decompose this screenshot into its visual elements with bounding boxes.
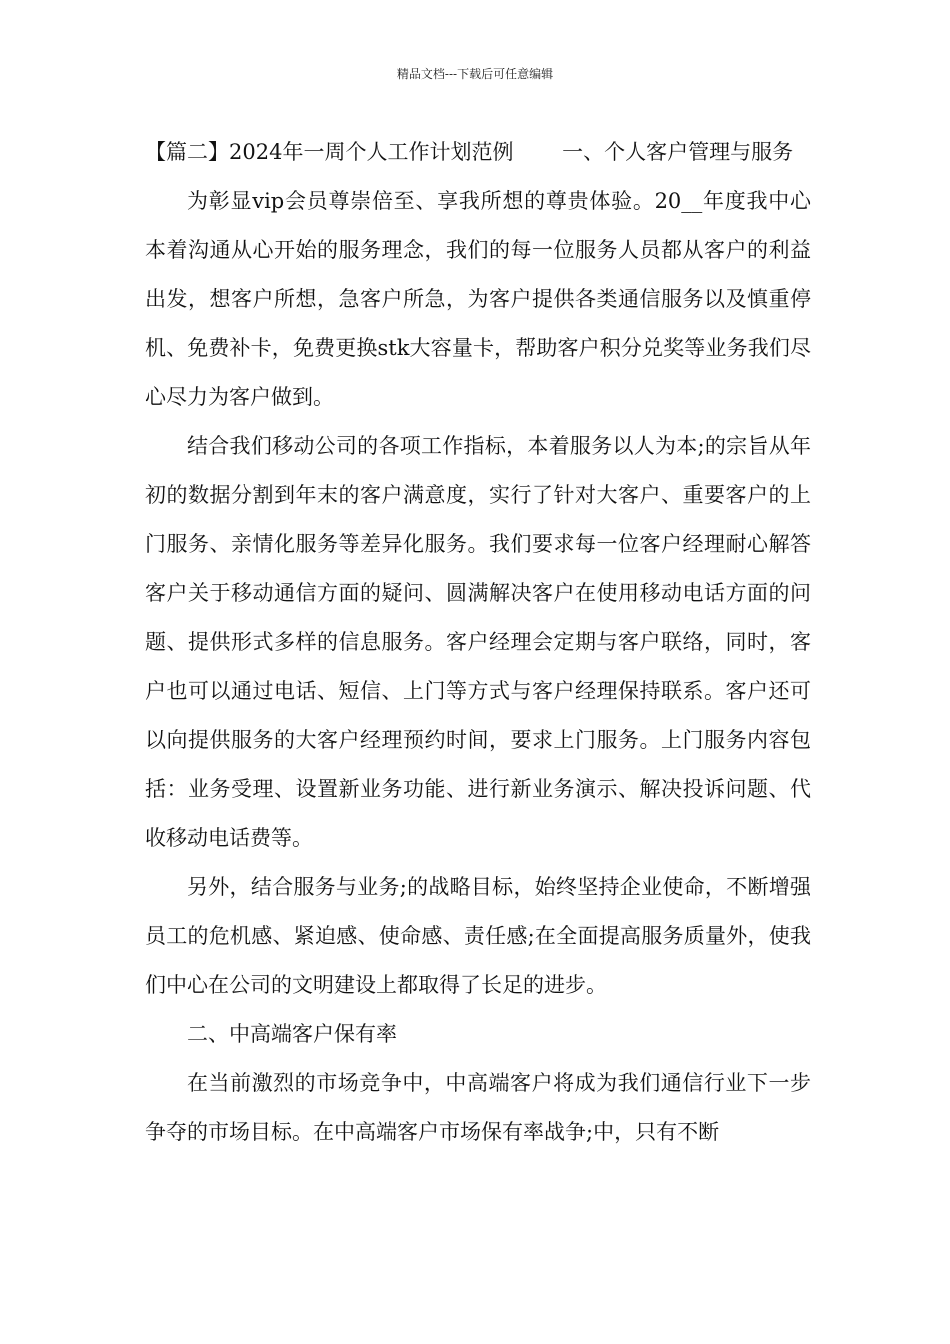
page-header: 精品文档---下载后可任意编辑	[396, 67, 554, 81]
paragraph-vip-service: 为彰显vip会员尊崇倍至、享我所想的尊贵体验。20__年度我中心本着沟通从心开始的服务理念，我们的每一位服务人员都从客户的利益出发，想客户所想，急客户所急，为客户提供各类通信服务以及慎重停机、免费补卡，免费更换stk大容量卡，帮助客户积分兑奖等业务我们尽心尽力为客户做到。	[145, 189, 811, 409]
document-title: 【篇二】2024年一周个人工作计划范例 一、个人客户管理与服务	[145, 140, 794, 164]
document-body	[145, 128, 811, 1157]
section-heading-retention: 二、中高端客户保有率	[187, 1022, 397, 1046]
paragraph-market-competition: 在当前激烈的市场竞争中，中高端客户将成为我们通信行业下一步争夺的市场目标。在中高端客户市场保有率战争;中，只有不断	[145, 1071, 811, 1144]
paragraph-strategy: 另外，结合服务与业务;的战略目标，始终坚持企业使命，不断增强员工的危机感、紧迫感、使命感、责任感;在全面提高服务质量外，使我们中心在公司的文明建设上都取得了长足的进步。	[145, 875, 811, 997]
paragraph-service-targets: 结合我们移动公司的各项工作指标，本着服务以人为本;的宗旨从年初的数据分割到年末的客户满意度，实行了针对大客户、重要客户的上门服务、亲情化服务等差异化服务。我们要求每一位客户经理耐心解答客户关于移动通信方面的疑问、圆满解决客户在使用移动电话方面的问题、提供形式多样的信息服务。客户经理会定期与客户联络，同时，客户也可以通过电话、短信、上门等方式与客户经理保持联系。客户还可以向提供服务的大客户经理预约时间，要求上门服务。上门服务内容包括：业务受理、设置新业务功能、进行新业务演示、解决投诉问题、代收移动电话费等。	[145, 434, 811, 850]
